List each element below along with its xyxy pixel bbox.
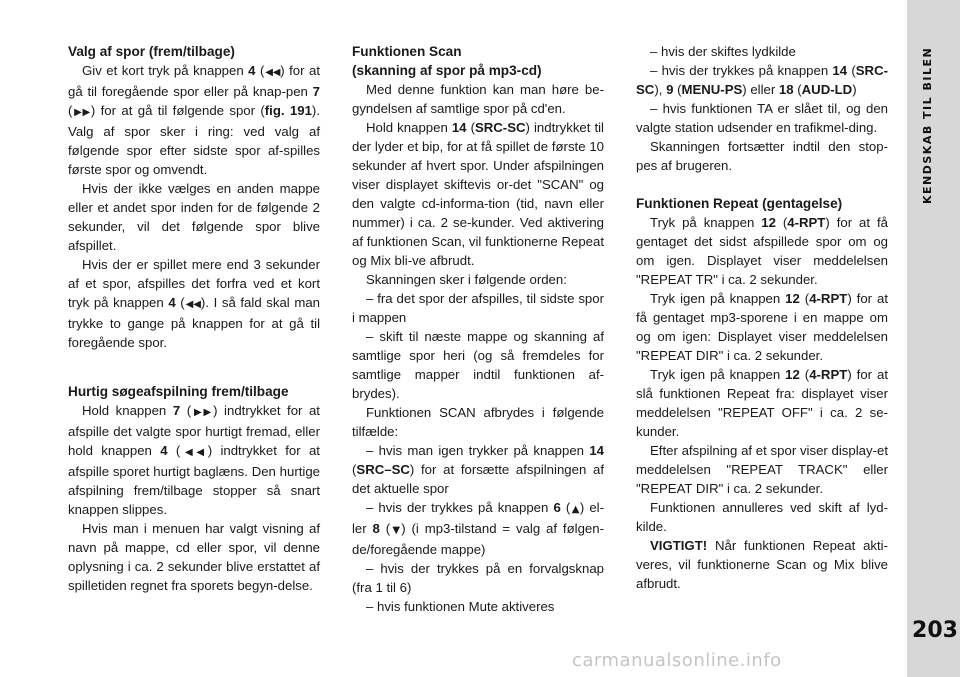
section-label: KENDSKAB TIL BILEN [921,46,934,204]
heading-fast-search: Hurtig søgeafspilning frem/tilbage [68,384,289,399]
paragraph: Giv et kort tryk på knappen 4 (◀◀) for at gå til foregående spor eller på knap-pen 7 (▶▶) for at gå til følgende spor (fig. 191). Valg af spor sker i ring: ved valg af følgende spor efter sidste spor af-spilles første spor og omvendt. [68,63,320,177]
important-label: VIGTIGT! [650,538,708,553]
paragraph: Funktionen annulleres ved skift af lyd-kilde. [636,500,888,534]
down-arrow-icon: ▼ [390,525,402,536]
paragraph: Hvis der ikke vælges en anden mappe eller et andet spor inden for de følgende 2 sekunder, vil det følgende spor blive afspillet. [68,181,320,253]
heading-scan: Funktionen Scan [352,44,462,59]
list-item: – hvis der trykkes på knappen 6 (▲) el-ler 8 (▼) (i mp3-tilstand = valg af følgen-de/foregående mappe) [352,500,605,557]
paragraph: Hvis der er spillet mere end 3 sekunder af et spor, afspilles det forfra ved et kort tryk på knappen 4 (◀◀). I så fald skal man trykke to gange på knappen for at gå til foregående spor. [68,257,320,350]
paragraph: Hold knappen 7 (▶▶) indtrykket for at afspille det valgte spor hurtigt fremad, eller hold knappen 4 (◀◀) indtrykket for at afspille sporet hurtigt baglæns. Den hurtige afspilning frem/tilbage stopper så snart knappen slippes. [68,403,320,517]
button-name: 4-RPT [809,291,848,306]
rewind-icon: ◀◀ [184,299,201,310]
button-name: MENU-PS [681,82,743,97]
rewind-icon: ◀◀ [180,447,208,458]
important-note: VIGTIGT! Når funktionen Repeat akti-veres, vil funktionerne Scan og Mix blive afbrudt. [636,538,888,591]
list-item: – hvis der trykkes på en forvalgsknap (fra 1 til 6) [352,561,604,595]
figure-reference: fig. 191 [264,103,312,118]
button-name: 4-RPT [809,367,848,382]
fast-forward-icon: ▶▶ [191,407,214,418]
column-2 [352,42,604,616]
paragraph: Med denne funktion kan man høre be-gyndelsen af samtlige spor på cd'en. [352,82,604,116]
list-item: – skift til næste mappe og skanning af samtlige spor heri (og så fremdeles for samtlige mapper indtil funktionen af-brydes). [352,329,604,401]
list-item: – hvis funktionen Mute aktiveres [366,599,555,614]
watermark: carmanualsonline.info [572,650,782,671]
paragraph: Tryk igen på knappen 12 (4-RPT) for at slå funktionen Repeat fra: displayet viser meddelelsen "REPEAT OFF" i ca. 2 se-kunder. [636,367,889,439]
button-name: AUD-LD [801,82,853,97]
list-item: – fra det spor der afspilles, til sidste spor i mappen [352,291,604,325]
fast-forward-icon: ▶▶ [72,107,91,118]
button-name: SRC-SC [474,120,526,135]
page-number: 203 [912,618,958,643]
heading-repeat: Funktionen Repeat (gentagelse) [636,196,843,211]
paragraph: Tryk på knappen 12 (4-RPT) for at få gentaget det sidst afspillede spor om og om igen. Displayet viser meddelelsen "REPEAT TR" i ca. 2 sekunder. [636,215,888,287]
column-1 [68,42,320,595]
list-item: – hvis funktionen TA er slået til, og den valgte station udsender en trafikmel-ding. [636,101,888,135]
paragraph: Skanningen fortsætter indtil den stop-pes af brugeren. [636,139,888,173]
paragraph: Funktionen SCAN afbrydes i følgende tilfælde: [352,405,604,439]
paragraph: Hvis man i menuen har valgt visning af navn på mappe, cd eller spor, vil denne oplysning i ca. 2 sekunder blive erstattet af spilletiden regnet fra sporets begyn-delse. [68,521,320,593]
paragraph: Hold knappen 14 (SRC-SC) indtrykket til der lyder et bip, for at få spillet de første 10 sekunder af hvert spor. Under afspilningen viser displayet skiftevis or-det "SCAN" og den valgte cd-informa-tion (tid, navn eller nummer) i ca. 2 se-kunder. Ved aktivering af funktionen Scan, vil funktionerne Repeat og Mix bli-ve afbrudt. [352,120,604,268]
heading-track-selection: Valg af spor (frem/tilbage) [68,44,235,59]
list-item: – hvis man igen trykker på knappen 14 (SRC–SC) for at forsætte afspilningen af det aktuelle spor [352,443,604,496]
button-name: SRC–SC [356,462,410,477]
paragraph: Skanningen sker i følgende orden: [366,272,567,287]
up-arrow-icon: ▲ [570,504,580,515]
heading-scan-subtitle: (skanning af spor på mp3-cd) [352,63,542,78]
button-name: 4-RPT [787,215,826,230]
list-item: – hvis der skiftes lydkilde [650,44,796,59]
paragraph: Tryk igen på knappen 12 (4-RPT) for at få gentaget mp3-sporene i en mappe om og om igen: Displayet viser meddelelsen "REPEAT DIR" i ca. 2 sekunder. [636,291,889,363]
button-name: SRC-SC [636,63,888,97]
paragraph: Efter afspilning af et spor viser display-et meddelelsen "REPEAT TRACK" eller "REPEAT DIR" i ca. 2 sekunder. [636,443,888,496]
column-3 [636,42,888,593]
list-item: – hvis der trykkes på knappen 14 (SRC-SC), 9 (MENU-PS) eller 18 (AUD-LD) [636,63,888,97]
rewind-icon: ◀◀ [264,67,281,78]
